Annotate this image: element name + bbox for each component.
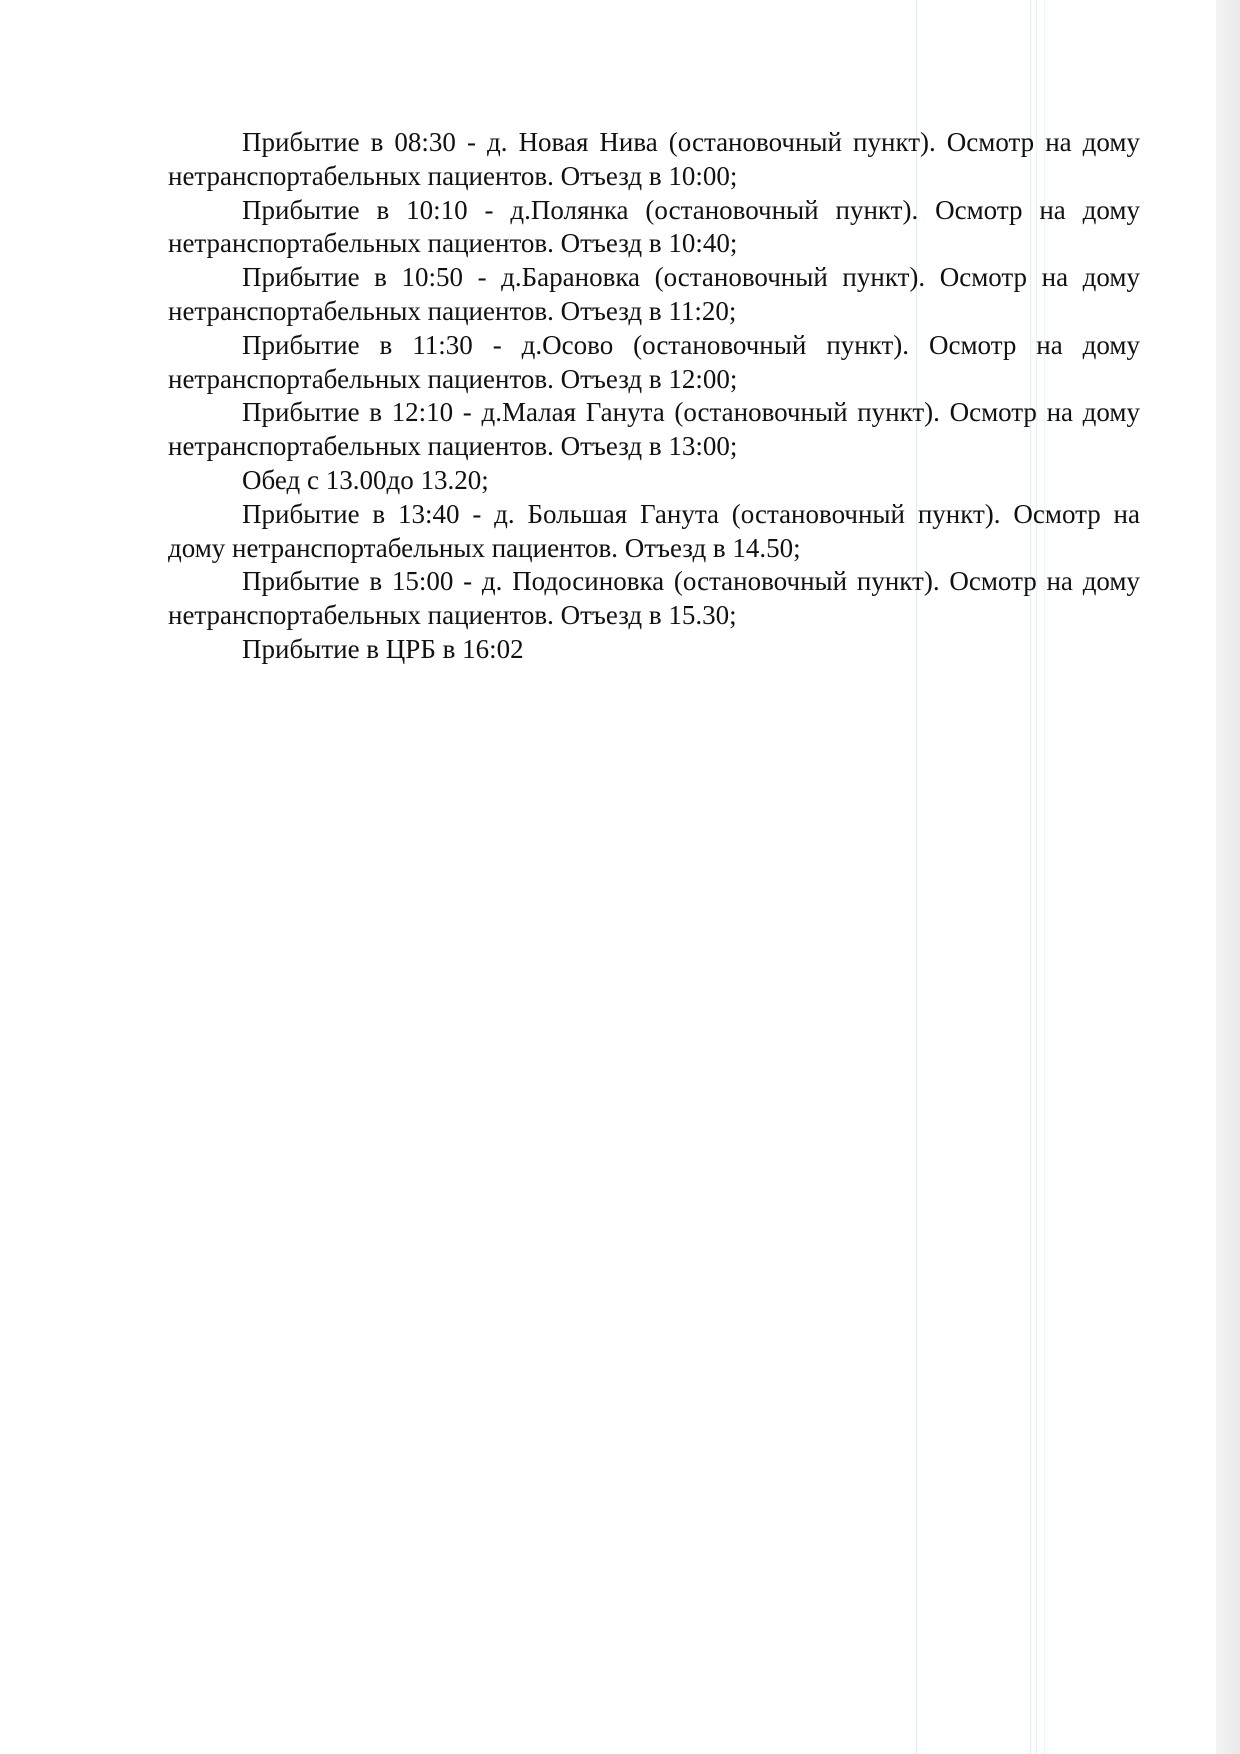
schedule-entry-osovo: Прибытие в 11:30 - д.Осово (остановочный пункт). Осмотр на дому нетранспортабельных пациентов. Отъезд в 12:00; xyxy=(168,329,1140,394)
schedule-entry-bolshaya-ganuta: Прибытие в 13:40 - д. Большая Ганута (остановочный пункт). Осмотр на дому нетранспортабельных пациентов. Отъезд в 14.50; xyxy=(168,498,1140,563)
schedule-text xyxy=(168,126,1140,667)
schedule-entry-malaya-ganuta: Прибытие в 12:10 - д.Малая Ганута (остановочный пункт). Осмотр на дому нетранспортабельных пациентов. Отъезд в 13:00; xyxy=(168,397,1140,462)
schedule-entry-polyanka: Прибытие в 10:10 - д.Полянка (остановочный пункт). Осмотр на дому нетранспортабельных пациентов. Отъезд в 10:40; xyxy=(168,194,1140,259)
schedule-entry-lunch: Обед с 13.00до 13.20; xyxy=(242,464,489,495)
schedule-entry-baranovka: Прибытие в 10:50 - д.Барановка (остановочный пункт). Осмотр на дому нетранспортабельных пациентов. Отъезд в 11:20; xyxy=(168,262,1140,326)
schedule-entry-crb-arrival: Прибытие в ЦРБ в 16:02 xyxy=(242,633,524,664)
schedule-entry-novaya-niva: Прибытие в 08:30 - д. Новая Нива (остановочный пункт). Осмотр на дому нетранспортабельных пациентов. Отъезд в 10:00; xyxy=(168,127,1140,191)
scan-page-edge xyxy=(1216,0,1240,1754)
schedule-entry-podosinovka: Прибытие в 15:00 - д. Подосиновка (остановочный пункт). Осмотр на дому нетранспортабельных пациентов. Отъезд в 15.30; xyxy=(168,566,1140,631)
